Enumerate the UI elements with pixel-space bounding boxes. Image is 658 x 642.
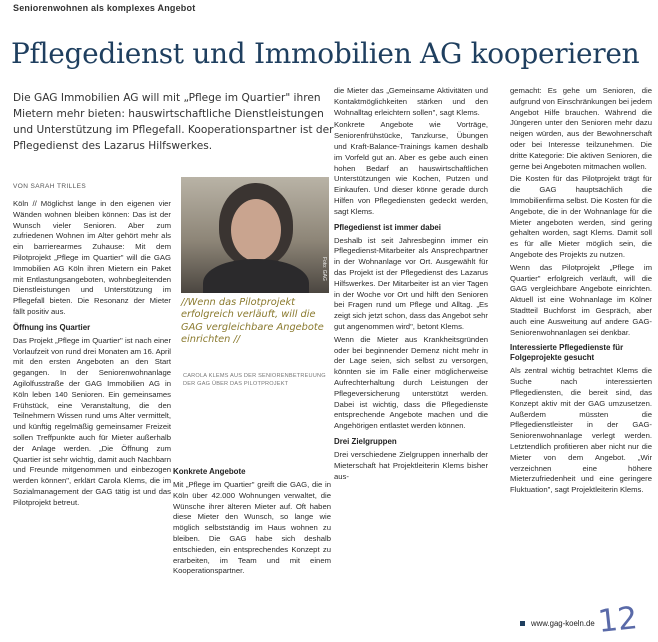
headline: Pflegedienst und Immobilien AG kooperieren <box>11 37 640 70</box>
pull-quote: //Wenn das Pilotprojekt erfolgreich verläuft, will die GAG vergleichbare Angebote einrichten // <box>181 297 324 346</box>
paragraph: Das Projekt „Pflege im Quartier" ist nach einer Vorlaufzeit von rund drei Monaten am 16. April mit den ersten Angeboten an den Start gegangen. In der Seniorenwohnanlage Agilolfusstraße der GAG Immobilien AG in Köln leben 140 Senioren. Ein gemeinsames Frühstück, eine Veranstaltung, die den Teilnehmern Wissen rund ums Alter vermittelt, und künftig regelmäßig gemeinsamer Freizeit sollen Treffpunkte auch für Mieter außerhalb der Anlage werden. „Die Öffnung zum Quartier ist sehr wichtig, damit auch Nachbarn und Freunde mitgenommen und einbezogen werden können", erklärt Carola Klems, die im Sozialmanagement der GAG tätig ist und das Pilotprojekt betreut. <box>13 335 171 507</box>
article-column-1 <box>13 199 171 511</box>
byline: VON SARAH TRILLES <box>13 183 87 190</box>
paragraph: Wenn die Mieter aus Krankheitsgründen oder bei beginnender Demenz nicht mehr in der Lage seien, sich selbst zu versorgen, könnten sie im Falle einer möglicherweise Aufrechterhaltung durch Leistungen der Pflegeversicherung unterstützt werden. Dabei ist wichtig, dass die Pflegedienste entsprechende Angebote machen und die Angehörigen entlastet werden können. <box>334 334 488 431</box>
article-column-4 <box>510 86 652 498</box>
paragraph: Die Kosten für das Pilotprojekt trägt für die GAG hauptsächlich die Immobilienfirma selbst. Die Kosten für die Angebote, die in der Wohnanlage für die Mieter angeboten werden, sind gering gehalten worden, sagt Klems. Damit soll es für alle Mieter möglich sein, die Angebote des Projekts zu nutzen. <box>510 174 652 259</box>
quote-attribution: CAROLA KLEMS AUS DER SENIORENBETREUUNG DER GAG ÜBER DAS PILOTPROJEKT <box>183 373 326 387</box>
kicker: Seniorenwohnen als komplexes Angebot <box>13 3 196 13</box>
paragraph: Wenn das Pilotprojekt „Pflege im Quartier" erfolgreich verläuft, will die GAG vergleichbare Angebote einrichten. Aktuell ist eine Wohnanlage im Kölner Stadtteil Buchforst im Gespräch, aber auch eine Ausweitung auf andere GAG-Seniorenwohnanlagen sei denkbar. <box>510 262 652 337</box>
paragraph: die Mieter das „Gemeinsame Aktivitäten und Kontaktmöglichkeiten stärken und den Wohnalltag erleichtern sollen", sagt Klems. <box>334 86 488 117</box>
website-url[interactable]: www.gag-koeln.de <box>531 619 595 628</box>
lead-paragraph: Die GAG Immobilien AG will mit „Pflege im Quartier" ihren Mietern mehr bieten: hauswirtschaftliche Dienstleistungen und Unterstützung im Pflegefall. Kooperationspartner ist der Pflegedienst des Lazarus Hilfswerkes. <box>13 92 334 152</box>
website-link[interactable] <box>520 619 595 628</box>
portrait-photo <box>181 177 329 293</box>
photo-credit: Foto: GAG <box>321 257 327 281</box>
subheading: Drei Zielgruppen <box>334 436 397 446</box>
subheading: Interessierte Pflegedienste für Folgeprojekte gesucht <box>510 343 624 363</box>
square-bullet-icon <box>520 621 525 626</box>
paragraph: Mit „Pflege im Quartier" greift die GAG, die in Köln über 42.000 Wohnungen verwaltet, die Wünsche ihrer älteren Mieter auf. Oft haben diese Mieter den Wunsch, so lange wie möglich selbstständig im Haus wohnen zu bleiben. Die GAG habe sich deshalb entschieden, ein entsprechendes Konzept zu erarbeiten, im Team und mit einem Kooperationspartner. <box>173 480 331 576</box>
paragraph: Deshalb ist seit Jahresbeginn immer ein Pflegedienst-Mitarbeiter als Ansprechpartner in der Wohnanlage vor Ort. Ausgewählt für das Projekt ist der Pflegedienst des Lazarus Hilfswerkes. Der Mitarbeiter ist an vier Tagen in der Woche vor Ort und hilft den Senioren bei Fragen rund um Pflege und Alltag. „Es zeigt sich jetzt schon, dass das Angebot sehr gut angenommen wird", betont Klems. <box>334 235 488 331</box>
photo-body <box>203 259 309 293</box>
article-column-3 <box>334 86 488 484</box>
paragraph: gemacht: Es gehe um Senioren, die aufgrund von Einschränkungen bei jedem Angebot Hilfe brauchen. Während die Jüngeren unter den Senioren mehr dazu neigen würden, aus der Bewohnerschaft oder bei Interesse teilzunehmen. Die dritte Kategorie: Die aktiven Senioren, die gerne bei Angeboten mitmachen wollen. <box>510 86 652 171</box>
paragraph: Drei verschiedene Zielgruppen innerhalb der Mieterschaft hat Projektleiterin Klems bisher aus- <box>334 449 488 481</box>
subheading: Öffnung ins Quartier <box>13 322 91 332</box>
paragraph: Konkrete Angebote wie Vorträge, Seniorenfrühstücke, Tanzkurse, Übungen und Kraft-Balance-Trainings kamen deshalb im Vorfeld gut an. Aber es gebe auch einen hohen Bedarf an hauswirtschaftlichen Unterstützungen wie Kochen, Putzen und Einkaufen. Und dieser könne gerade durch Hilfen von Pflegediensten gedeckt werden, sagt Klems. <box>334 120 488 216</box>
paragraph: Köln // Möglichst lange in den eigenen vier Wänden wohnen bleiben können: Das ist der Wunsch vieler Senioren. Aber zum zufriedenen Wohnen im Alter gehört mehr als ein barrierearmes Zuhause: Mit dem Pilotprojekt „Pflege im Quartier" will die GAG Immobilien AG Köln ihren Mietern ein Paket mit Entlastungsangeboten, wohnbegleitenden Dienstleistungen und Unterstützung im Pflegefall bieten. Die Resonanz der Mieter fällt positiv aus. <box>13 199 171 316</box>
subheading: Konkrete Angebote <box>173 467 246 476</box>
photo-face <box>231 199 281 261</box>
article-column-2 <box>173 462 331 579</box>
paragraph: Als zentral wichtig betrachtet Klems die Suche nach interessierten Pflegediensten, die bereit sind, das Konzept aktiv mit der GAG umzusetzen. Außerdem müssten die Pflegedienstleister in der GAG-Seniorenwohnanlage verlegt werden. Letztendlich profitieren aber nicht nur die Mieter von dem Angebot. „Wir verzeichnen eine höhere Mieterzufriedenheit und eine geringere Fluktuation", sagt Projektleiterin Klems. <box>510 366 652 495</box>
page-number: 12 <box>596 600 640 640</box>
subheading: Pflegedienst ist immer dabei <box>334 222 441 232</box>
